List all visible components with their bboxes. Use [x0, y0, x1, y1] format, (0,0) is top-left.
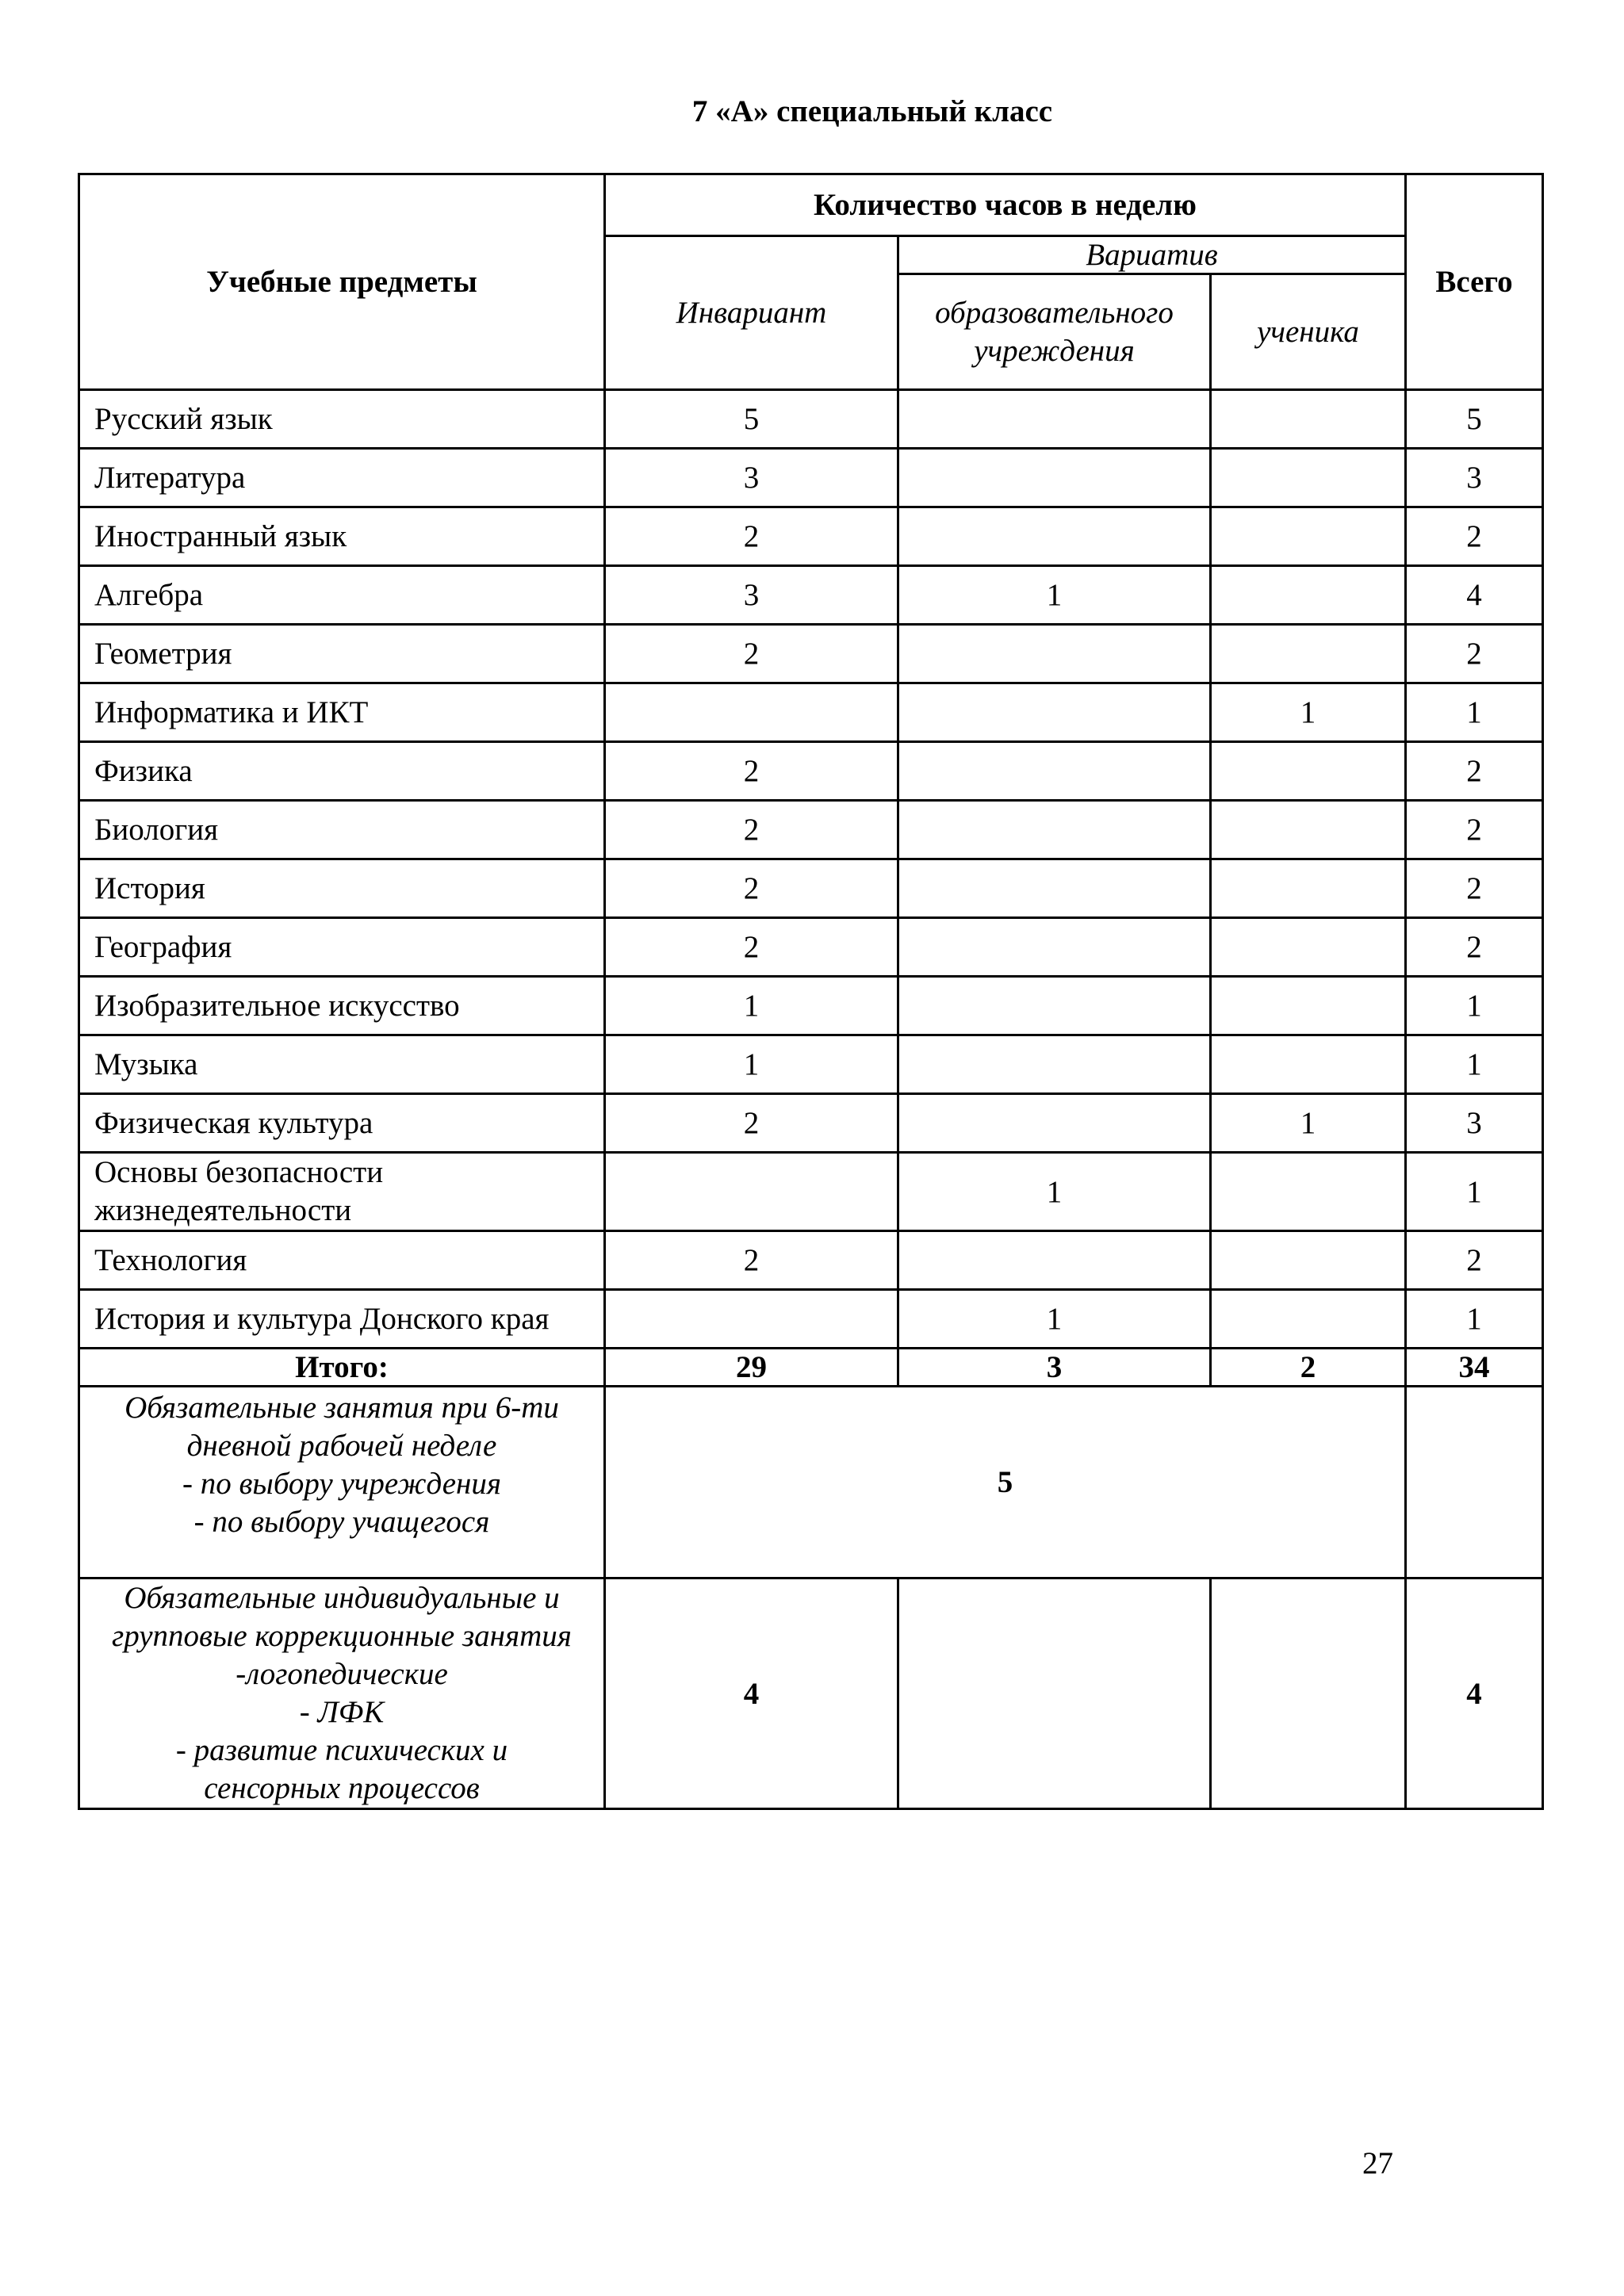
student-cell [1211, 1290, 1406, 1349]
invariant-cell: 1 [605, 1035, 898, 1094]
subject-cell: Информатика и ИКТ [79, 683, 605, 742]
student-cell [1211, 449, 1406, 507]
student-cell [1211, 390, 1406, 449]
table-row [79, 683, 1543, 742]
subject-cell: Иностранный язык [79, 507, 605, 566]
institution-cell [898, 683, 1211, 742]
total-cell: 3 [1406, 1094, 1543, 1153]
header-subjects: Учебные предметы [79, 174, 605, 390]
subject-cell: Физическая культура [79, 1094, 605, 1153]
subject-cell: История и культура Донского края [79, 1290, 605, 1349]
correctional-label [79, 1578, 605, 1809]
correctional-invariant: 4 [605, 1578, 898, 1809]
header-variative: Вариатив [898, 236, 1406, 274]
subject-cell: Изобразительное искусство [79, 977, 605, 1035]
table-row [79, 801, 1543, 859]
invariant-cell: 1 [605, 977, 898, 1035]
subject-cell: Физика [79, 742, 605, 801]
table-row [79, 1231, 1543, 1290]
mandatory-line: дневной рабочей неделе [186, 1429, 497, 1463]
invariant-cell: 2 [605, 507, 898, 566]
mandatory-total [1406, 1387, 1543, 1578]
total-cell: 4 [1406, 566, 1543, 625]
invariant-cell: 3 [605, 566, 898, 625]
correctional-line: -логопедические [236, 1657, 448, 1691]
subject-cell: Биология [79, 801, 605, 859]
student-cell [1211, 918, 1406, 977]
table-row [79, 507, 1543, 566]
mandatory-line: Обязательные занятия при 6-ти [124, 1391, 559, 1425]
subject-cell: Музыка [79, 1035, 605, 1094]
invariant-cell [605, 683, 898, 742]
institution-cell: 1 [898, 566, 1211, 625]
institution-cell [898, 977, 1211, 1035]
correctional-line: групповые коррекционные занятия [112, 1619, 572, 1653]
student-cell [1211, 566, 1406, 625]
subject-cell: Технология [79, 1231, 605, 1290]
total-cell: 1 [1406, 1153, 1543, 1231]
table-row [79, 566, 1543, 625]
page-number: 27 [1362, 2146, 1393, 2180]
total-cell: 1 [1406, 1035, 1543, 1094]
subject-cell [79, 1153, 605, 1231]
invariant-cell: 2 [605, 1231, 898, 1290]
student-cell [1211, 1035, 1406, 1094]
institution-cell [898, 859, 1211, 918]
table-row [79, 859, 1543, 918]
table-row [79, 742, 1543, 801]
total-cell: 2 [1406, 625, 1543, 683]
total-cell: 3 [1406, 449, 1543, 507]
totals-row [79, 1349, 1543, 1387]
student-cell [1211, 1231, 1406, 1290]
institution-cell [898, 1094, 1211, 1153]
institution-cell [898, 742, 1211, 801]
correctional-line: - ЛФК [299, 1695, 385, 1729]
subject-line: Основы безопасности [94, 1155, 384, 1189]
totals-invariant: 29 [605, 1349, 898, 1387]
mandatory-row [79, 1387, 1543, 1578]
table-row [79, 1094, 1543, 1153]
invariant-cell: 2 [605, 625, 898, 683]
total-cell: 2 [1406, 1231, 1543, 1290]
header-hours-per-week: Количество часов в неделю [605, 174, 1406, 236]
mandatory-line: - по выбору учащегося [193, 1505, 490, 1539]
totals-institution: 3 [898, 1349, 1211, 1387]
total-cell: 1 [1406, 977, 1543, 1035]
mandatory-label [79, 1387, 605, 1578]
totals-label: Итого: [79, 1349, 605, 1387]
table-row [79, 977, 1543, 1035]
table-row [79, 1290, 1543, 1349]
header-student: ученика [1211, 274, 1406, 390]
totals-total: 34 [1406, 1349, 1543, 1387]
document-title: 7 «А» специальный класс [691, 94, 1053, 128]
header-institution-line1: образовательного [935, 295, 1174, 330]
student-cell: 1 [1211, 683, 1406, 742]
invariant-cell: 3 [605, 449, 898, 507]
institution-cell [898, 1035, 1211, 1094]
institution-cell: 1 [898, 1153, 1211, 1231]
mandatory-value: 5 [605, 1387, 1406, 1578]
invariant-cell: 2 [605, 859, 898, 918]
total-cell: 1 [1406, 1290, 1543, 1349]
correctional-institution [898, 1578, 1211, 1809]
invariant-cell [605, 1290, 898, 1349]
table-row [79, 390, 1543, 449]
subject-cell: Алгебра [79, 566, 605, 625]
header-institution-line2: учреждения [974, 333, 1135, 368]
student-cell [1211, 507, 1406, 566]
mandatory-line: - по выбору учреждения [182, 1467, 501, 1501]
header-institution [898, 274, 1211, 390]
invariant-cell [605, 1153, 898, 1231]
total-cell: 2 [1406, 859, 1543, 918]
institution-cell [898, 1231, 1211, 1290]
header-total: Всего [1406, 174, 1543, 390]
institution-cell: 1 [898, 1290, 1211, 1349]
correctional-line: Обязательные индивидуальные и [124, 1581, 560, 1615]
subject-cell: Русский язык [79, 390, 605, 449]
invariant-cell: 2 [605, 918, 898, 977]
student-cell [1211, 1153, 1406, 1231]
total-cell: 2 [1406, 801, 1543, 859]
total-cell: 2 [1406, 507, 1543, 566]
student-cell [1211, 742, 1406, 801]
table-row [79, 625, 1543, 683]
invariant-cell: 5 [605, 390, 898, 449]
subject-line: жизнедеятельности [94, 1193, 352, 1227]
table-row [79, 1035, 1543, 1094]
total-cell: 2 [1406, 918, 1543, 977]
institution-cell [898, 390, 1211, 449]
invariant-cell: 2 [605, 801, 898, 859]
student-cell [1211, 801, 1406, 859]
table-row [79, 1153, 1543, 1231]
correctional-student [1211, 1578, 1406, 1809]
student-cell: 1 [1211, 1094, 1406, 1153]
total-cell: 2 [1406, 742, 1543, 801]
totals-student: 2 [1211, 1349, 1406, 1387]
student-cell [1211, 977, 1406, 1035]
total-cell: 1 [1406, 683, 1543, 742]
invariant-cell: 2 [605, 742, 898, 801]
total-cell: 5 [1406, 390, 1543, 449]
correctional-line: - развитие психических и [175, 1733, 508, 1767]
table-row [79, 449, 1543, 507]
student-cell [1211, 625, 1406, 683]
institution-cell [898, 449, 1211, 507]
table-row [79, 918, 1543, 977]
invariant-cell: 2 [605, 1094, 898, 1153]
correctional-line: сенсорных процессов [204, 1771, 480, 1805]
institution-cell [898, 801, 1211, 859]
subject-cell: География [79, 918, 605, 977]
institution-cell [898, 918, 1211, 977]
curriculum-table [78, 173, 1544, 1810]
header-invariant: Инвариант [605, 236, 898, 390]
student-cell [1211, 859, 1406, 918]
subject-cell: Литература [79, 449, 605, 507]
subject-cell: Геометрия [79, 625, 605, 683]
subject-cell: История [79, 859, 605, 918]
institution-cell [898, 625, 1211, 683]
correctional-row [79, 1578, 1543, 1809]
institution-cell [898, 507, 1211, 566]
correctional-total: 4 [1406, 1578, 1543, 1809]
